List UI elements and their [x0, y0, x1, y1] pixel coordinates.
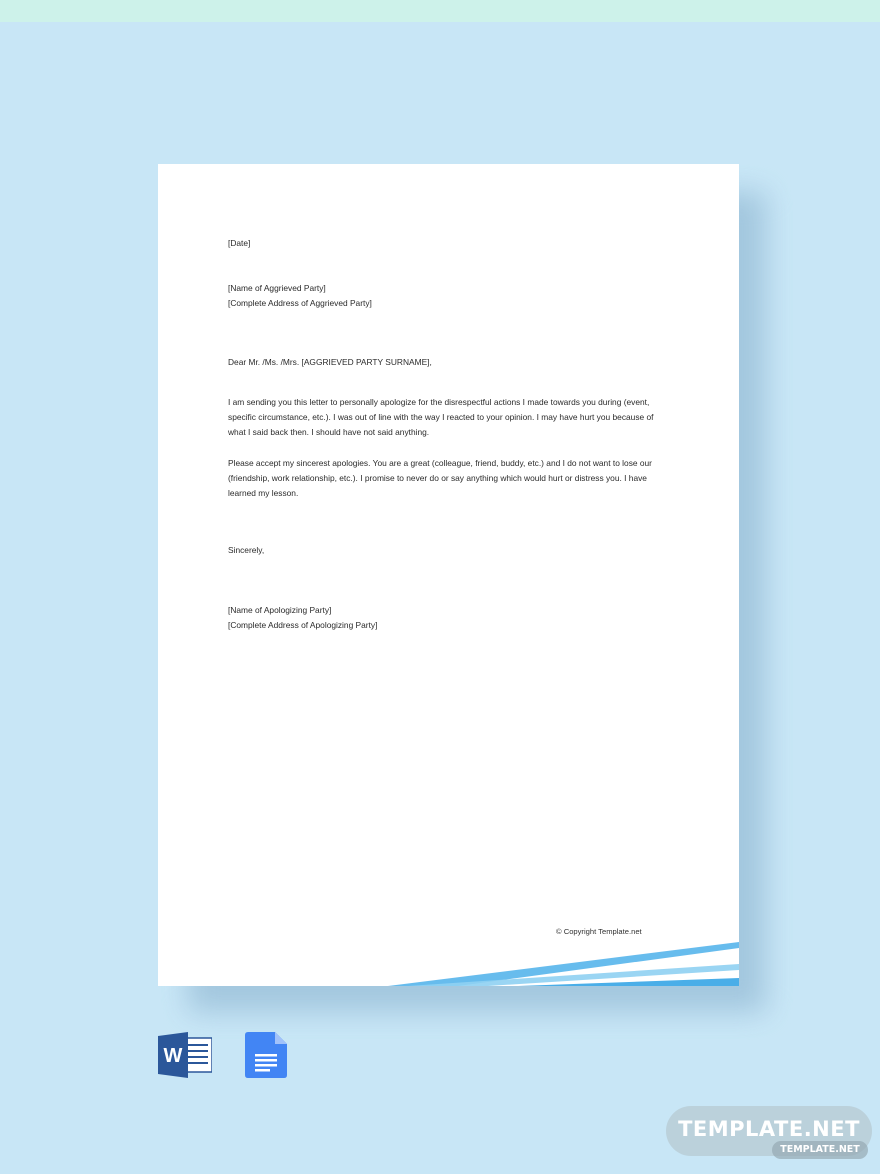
paragraph-2: Please accept my sincerest apologies. You are a great (colleague, friend, buddy, etc.) and I do not want to lose our (friendship, work relationship, etc.). I promise to never do or say anything which would hurt or distress you. I have learned my lesson.	[228, 458, 652, 498]
recipient-address: [Complete Address of Aggrieved Party]	[228, 298, 372, 308]
copyright-text: © Copyright Template.net	[556, 927, 642, 936]
letter-date: [Date]	[228, 238, 251, 248]
word-icon-letter: W	[163, 1045, 183, 1067]
recipient-name: [Name of Aggrieved Party]	[228, 283, 326, 293]
accent-wave-decoration	[158, 164, 739, 986]
salutation: Dear Mr. /Ms. /Mrs. [AGGRIEVED PARTY SURNAME],	[228, 357, 432, 367]
closing: Sincerely,	[228, 545, 265, 555]
sender-name: [Name of Apologizing Party]	[228, 605, 332, 615]
sender-address: [Complete Address of Apologizing Party]	[228, 620, 378, 630]
paragraph-1: I am sending you this letter to personally apologize for the disrespectful actions I made towards you during (event, specific circumstance, etc.). I was out of line with the way I reacted to your opinion. I may have hurt you because of what I said back then. I should have not said anything.	[228, 397, 654, 437]
google-docs-icon[interactable]	[245, 1032, 287, 1078]
microsoft-word-icon[interactable]	[158, 1032, 212, 1078]
top-strip	[0, 0, 880, 22]
watermark-text: TEMPLATE.NET	[678, 1117, 860, 1141]
letter-page	[158, 164, 739, 986]
watermark-small-badge: TEMPLATE.NET	[772, 1141, 868, 1159]
